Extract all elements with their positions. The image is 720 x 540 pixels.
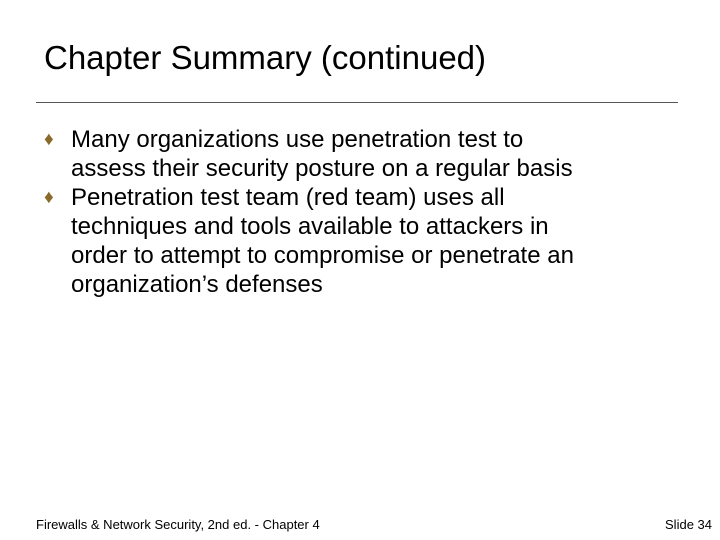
bullet-line: Penetration test team (red team) uses all bbox=[71, 184, 505, 211]
footer-course-title: Firewalls & Network Security, 2nd ed. - Chapter 4 bbox=[36, 517, 320, 532]
diamond-bullet-icon: ♦ bbox=[44, 129, 54, 150]
bullet-line: order to attempt to compromise or penetrate an bbox=[71, 242, 574, 269]
bullet-line: assess their security posture on a regular basis bbox=[71, 155, 573, 182]
title-divider bbox=[36, 102, 678, 103]
bullet-line: Many organizations use penetration test to bbox=[71, 126, 524, 153]
bullet-list bbox=[44, 125, 684, 299]
bullet-item bbox=[44, 183, 684, 299]
diamond-bullet-icon: ♦ bbox=[44, 187, 54, 208]
footer-slide-number: Slide 34 bbox=[665, 517, 712, 532]
bullet-line: techniques and tools available to attackers in bbox=[71, 213, 549, 240]
bullet-line: organization’s defenses bbox=[71, 271, 323, 298]
bullet-item bbox=[44, 125, 684, 183]
slide-title: Chapter Summary (continued) bbox=[44, 39, 487, 76]
